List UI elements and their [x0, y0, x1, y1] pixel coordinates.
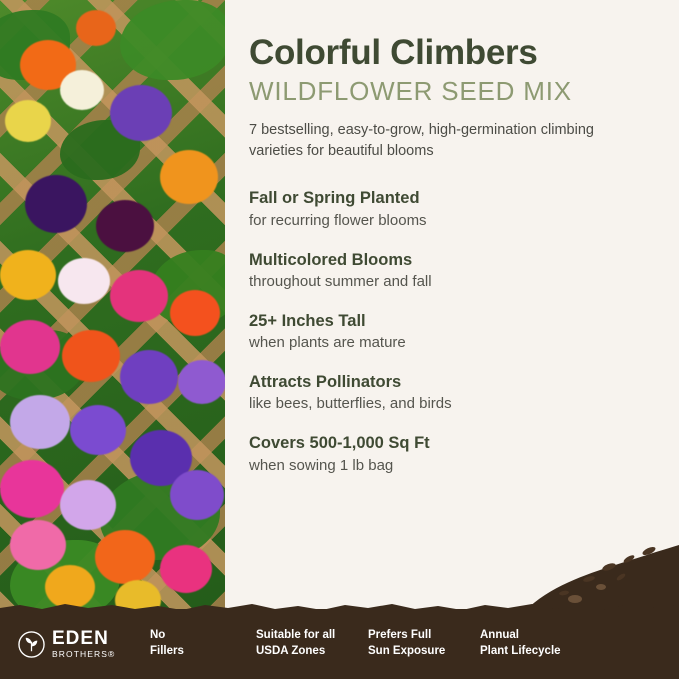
flower [0, 250, 56, 300]
flower [70, 405, 126, 455]
product-photo [0, 0, 225, 614]
feature-badges [150, 628, 592, 659]
feature-title: Covers 500-1,000 Sq Ft [249, 433, 430, 452]
badge-line1: No [150, 629, 166, 642]
flower [120, 350, 178, 404]
feature-item [249, 372, 669, 414]
flower [170, 290, 220, 336]
flower [178, 360, 225, 404]
flower [60, 480, 116, 530]
flower [10, 395, 70, 449]
leaf-icon [18, 631, 45, 658]
badge-sun-exposure [368, 628, 480, 659]
badge-line1: Annual [480, 629, 519, 642]
flower [160, 150, 218, 204]
feature-list [249, 188, 669, 475]
badge-line1: Suitable for all [256, 629, 336, 642]
badge-line2: Fillers [150, 645, 184, 657]
badge-line2: USDA Zones [256, 645, 326, 657]
flower [76, 10, 116, 46]
badge-usda-zones [256, 628, 368, 659]
flower [0, 460, 64, 518]
feature-subtitle: for recurring flower blooms [249, 212, 427, 230]
flower [10, 520, 66, 570]
feature-item [249, 311, 669, 353]
flower [0, 320, 60, 374]
feature-item [249, 433, 669, 475]
page-title: Colorful Climbers [249, 33, 538, 72]
footer-bar [0, 609, 679, 679]
feature-subtitle: throughout summer and fall [249, 273, 432, 291]
page-subtitle: WILDFLOWER SEED MIX [249, 75, 572, 106]
flower [170, 470, 224, 520]
feature-item [249, 250, 669, 292]
flower [96, 200, 154, 252]
badge-line1: Prefers Full [368, 629, 432, 642]
feature-subtitle: when sowing 1 lb bag [249, 456, 394, 474]
product-description: 7 bestselling, easy-to-grow, high-germination climbing varieties for beautiful blooms [249, 122, 594, 160]
feature-title: Attracts Pollinators [249, 372, 402, 391]
brand-name-primary: EDEN [52, 628, 109, 650]
badge-line2: Plant Lifecycle [480, 645, 561, 657]
feature-subtitle: like bees, butterflies, and birds [249, 395, 452, 413]
flower [25, 175, 87, 233]
brand-logo [18, 629, 150, 659]
flower [160, 545, 212, 593]
feature-title: Multicolored Blooms [249, 250, 413, 269]
feature-item [249, 188, 669, 230]
badge-line2: Sun Exposure [368, 645, 446, 657]
flower [110, 270, 168, 322]
brand-name-secondary: BROTHERS® [52, 649, 116, 660]
flower [62, 330, 120, 382]
flower [5, 100, 51, 142]
feature-subtitle: when plants are mature [249, 334, 406, 352]
product-details [249, 0, 669, 614]
feature-title: 25+ Inches Tall [249, 311, 366, 330]
feature-title: Fall or Spring Planted [249, 189, 420, 208]
badge-no-fillers [150, 628, 256, 659]
badge-plant-lifecycle [480, 628, 592, 659]
flower [95, 530, 155, 584]
flower [58, 258, 110, 304]
flower [110, 85, 172, 141]
flower [60, 70, 104, 110]
